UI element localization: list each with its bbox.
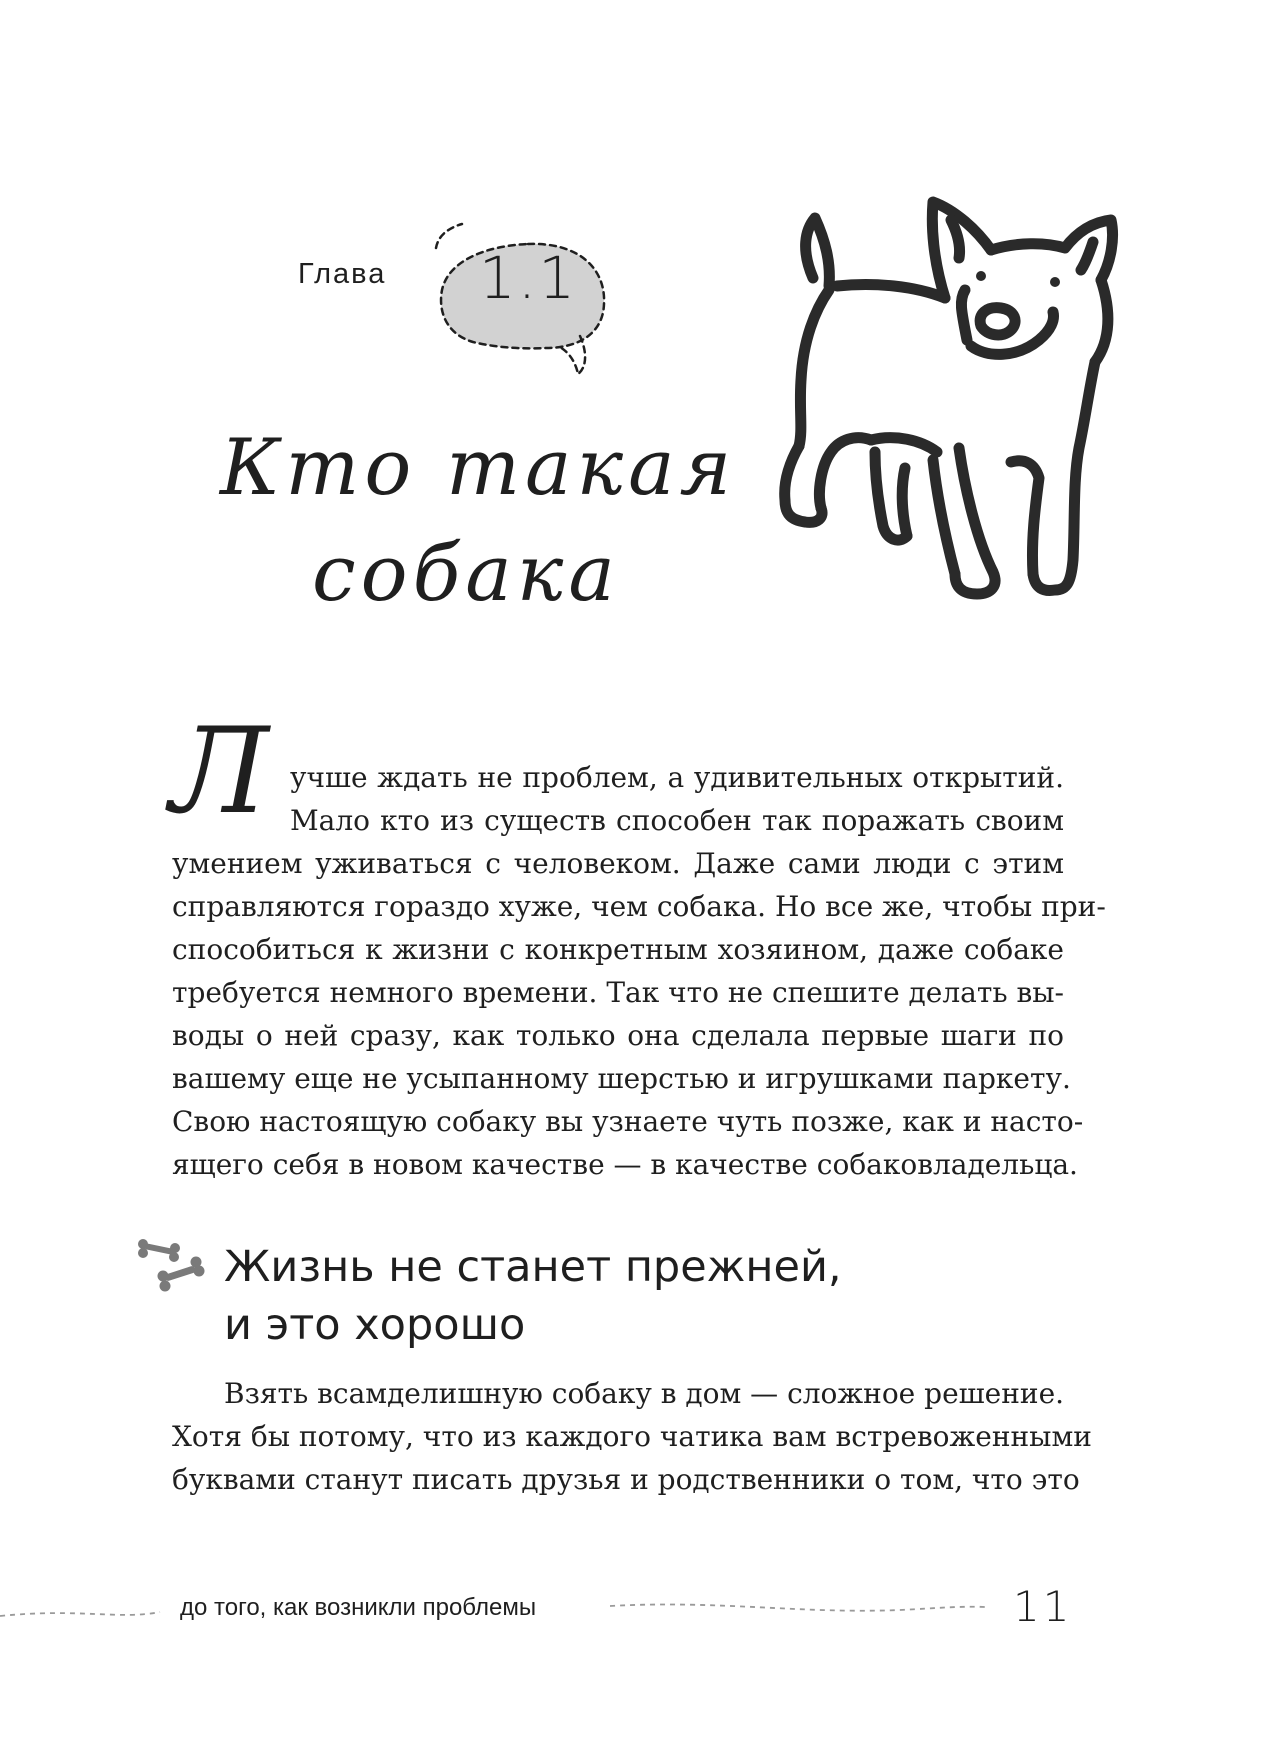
section-heading-line2: и это хорошо: [224, 1300, 526, 1350]
bones-icon: [134, 1238, 208, 1296]
intro-line: справляются гораздо хуже, чем собака. Но все же, чтобы при-: [172, 890, 1106, 923]
intro-line: учше ждать не проблем, а удивительных открытий.: [290, 761, 1064, 794]
dog-illustration: [755, 190, 1155, 670]
intro-line: ящего себя в новом качестве — в качестве собаковладельца.: [172, 1148, 1078, 1181]
intro-line: Мало кто из существ способен так поражать своим: [290, 804, 1064, 837]
chapter-title-line2: собака: [312, 529, 620, 619]
chapter-label: Глава: [298, 258, 387, 290]
section-heading: [224, 1238, 984, 1354]
page-number: 11: [1005, 1582, 1080, 1631]
intro-line: умением уживаться с человеком. Даже сами люди с этим: [172, 847, 1064, 880]
section-heading-line1: Жизнь не станет прежней,: [224, 1242, 842, 1292]
intro-line: способиться к жизни с конкретным хозяином, даже собаке: [172, 933, 1064, 966]
chapter-title-line1: Кто такая: [220, 423, 737, 513]
running-footer: до того, как возникли проблемы: [170, 1594, 546, 1622]
intro-line: требуется немного времени. Так что не спешите делать вы-: [172, 976, 1064, 1009]
body-line: Взять всамделишную собаку в дом — сложное решение.: [224, 1377, 1065, 1410]
body-line: Хотя бы потому, что из каждого чатика вам встревоженными: [172, 1420, 1092, 1453]
intro-line: воды о ней сразу, как только она сделала первые шаги по: [172, 1019, 1064, 1052]
drop-cap: Л: [170, 702, 269, 840]
chapter-title: [220, 415, 740, 627]
body-line: буквами станут писать друзья и родственники о том, что это: [172, 1463, 1080, 1496]
intro-line: Свою настоящую собаку вы узнаете чуть позже, как и насто-: [172, 1105, 1084, 1138]
intro-line: вашему еще не усыпанному шерстью и игрушками паркету.: [172, 1062, 1071, 1095]
body-paragraph: [172, 1372, 1092, 1501]
intro-paragraph: [172, 756, 1106, 1186]
chapter-number: 1.1: [478, 244, 578, 312]
